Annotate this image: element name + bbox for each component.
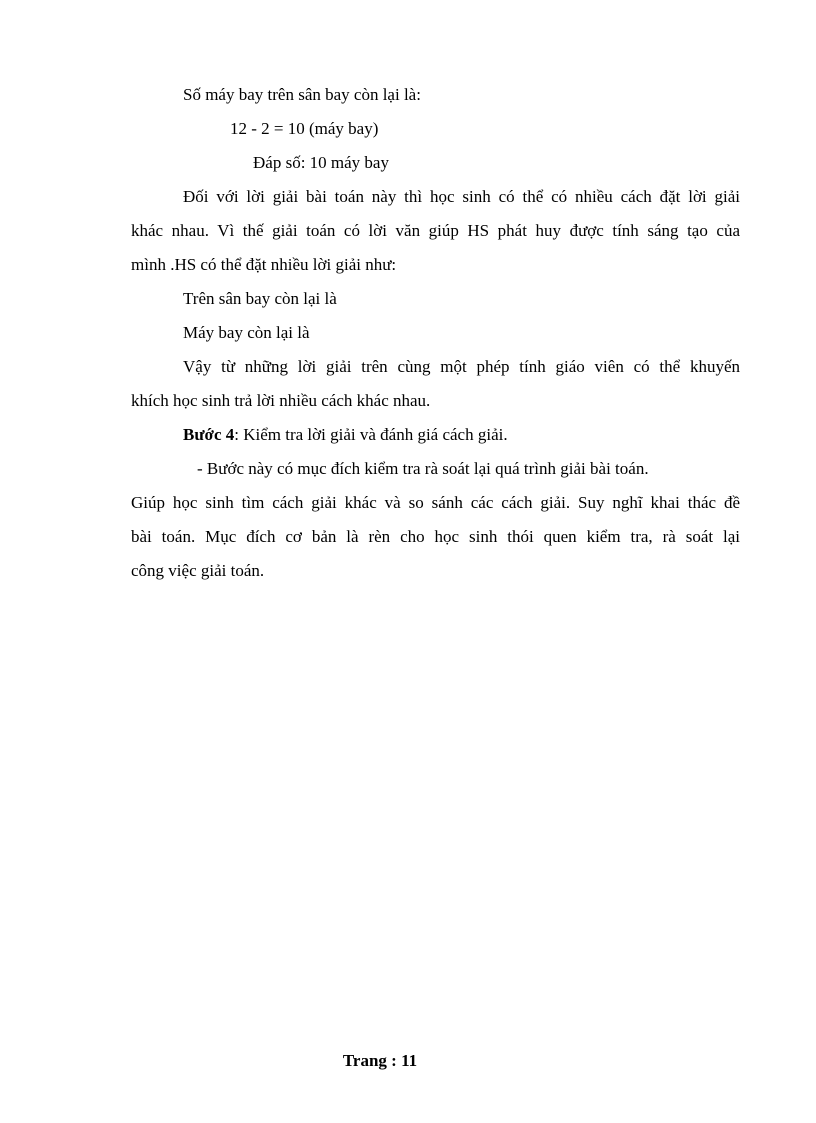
text-line-1: Số máy bay trên sân bay còn lại là: <box>183 85 421 104</box>
equation-line: 12 - 2 = 10 (máy bay) <box>230 119 379 138</box>
paragraph-1-line-1: Đối với lời giải bài toán này thì học sinh có thể có nhiều cách đặt lời giải <box>183 187 740 206</box>
step-4-heading <box>183 425 508 445</box>
paragraph-3-line-3: bài toán. Mục đích cơ bản là rèn cho học sinh thói quen kiểm tra, rà soát lại <box>131 527 740 546</box>
paragraph-3-line-4: công việc giải toán. <box>131 561 265 580</box>
paragraph-1-line-3: mình .HS có thể đặt nhiều lời giải như: <box>131 255 397 274</box>
page-number: Trang : 11 <box>342 1051 418 1070</box>
step-4-label: Bước 4 <box>183 425 235 444</box>
paragraph-2-line-1: Vậy từ những lời giải trên cùng một phép tính giáo viên có thể khuyến <box>183 357 740 376</box>
example-answer-1: Trên sân bay còn lại là <box>183 289 337 308</box>
paragraph-3-line-1: - Bước này có mục đích kiểm tra rà soát lại quá trình giải bài toán. <box>197 459 649 478</box>
example-answer-2: Máy bay còn lại là <box>183 323 310 342</box>
answer-line: Đáp số: 10 máy bay <box>253 153 389 172</box>
step-4-text: : Kiểm tra lời giải và đánh giá cách giải. <box>234 425 508 444</box>
paragraph-2-line-2: khích học sinh trả lời nhiều cách khác nhau. <box>131 391 431 410</box>
paragraph-1-line-2: khác nhau. Vì thế giải toán có lời văn giúp HS phát huy được tính sáng tạo của <box>131 221 740 240</box>
paragraph-3-line-2: Giúp học sinh tìm cách giải khác và so sánh các cách giải. Suy nghĩ khai thác đề <box>131 493 740 512</box>
